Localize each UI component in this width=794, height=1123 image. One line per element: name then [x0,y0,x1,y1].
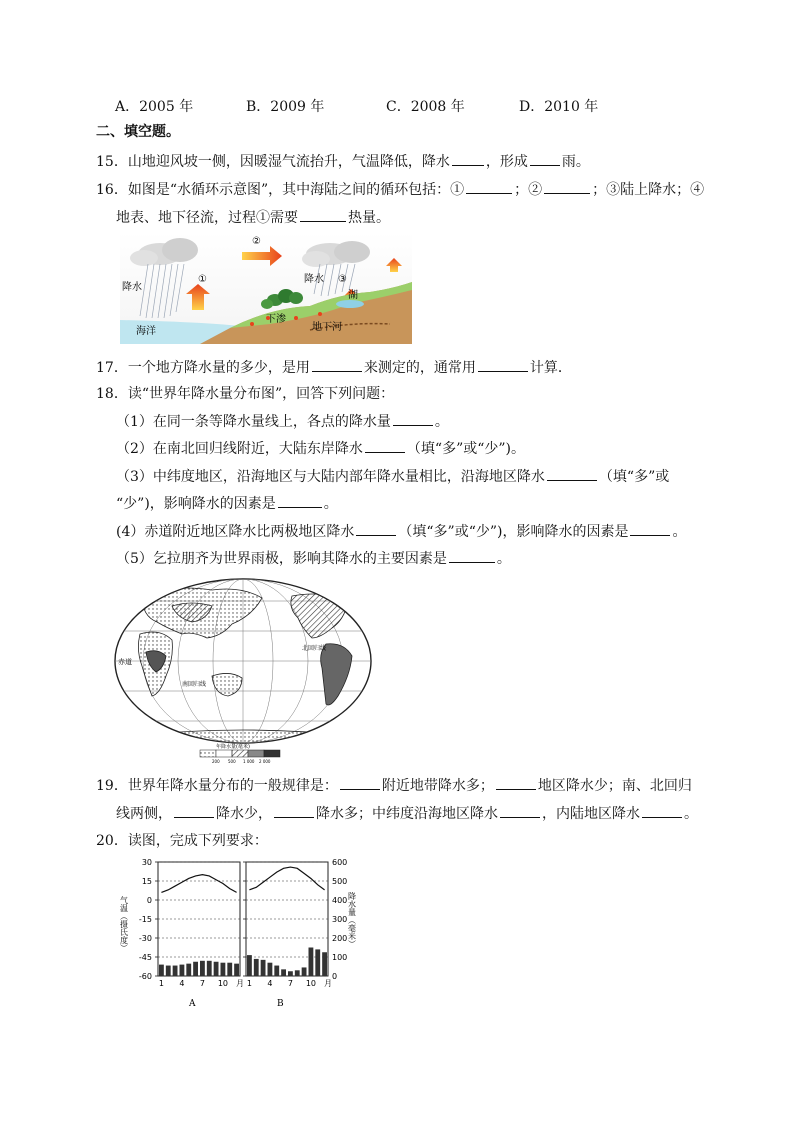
q19-text-d: 线两侧， [116,806,172,822]
q18-3-text-c: “少”)，影响降水的因素是 [116,496,276,512]
q17-blank-2[interactable] [478,357,528,372]
question-19-line-2 [116,803,698,824]
q15-blank-2[interactable] [530,151,560,166]
option-d[interactable]: D．2010 年 [519,99,599,115]
precip-bar [274,966,279,976]
legend-tick-3: 1 000 [243,759,255,764]
precip-bar [227,963,232,976]
lake-label: 湖 [348,290,358,301]
temperature-axis-label: 气温（摄氏度） [119,896,129,952]
question-19-line-1 [96,775,692,796]
q18-5-end: 。 [496,551,511,567]
q17-blank-1[interactable] [312,357,362,372]
precip-bar [214,962,219,976]
month-label: 1 [158,979,164,988]
q16-blank-3[interactable] [300,207,346,222]
month-unit-label: 月 [236,979,244,988]
month-label: 7 [199,979,205,988]
q18-2-blank[interactable] [365,438,405,453]
ocean-label: 海洋 [136,326,156,337]
precip-bar [288,971,293,976]
q18-3-text: （3）中纬度地区，沿海地区与大陆内部年降水量相比，沿海地区降水 [116,469,545,485]
precip-bar [247,955,252,976]
chart-a [155,862,244,1009]
underground-river-label: 地下河 [312,322,342,333]
precip-bar [234,964,239,976]
month-label: 10 [217,979,229,988]
q17-text-b: 来测定的，通常用 [363,360,476,376]
q19-text-g: ，内陆地区降水 [542,806,640,822]
q15-text-a: 15．山地迎风坡一侧，因暖湿气流抬升，气温降低，降水 [96,154,450,170]
q19-text-a: 19．世界年降水量分布的一般规律是： [96,778,338,794]
temperature-line [249,867,324,890]
temp-tick-label: 0 [146,896,152,905]
q18-5-blank[interactable] [449,548,495,563]
q19-blank-6[interactable] [642,803,682,818]
q19-text-h: 。 [684,806,698,822]
question-15 [96,151,590,172]
q19-text-f: 降水多；中纬度沿海地区降水 [316,806,498,822]
label-n1: ① [198,274,207,285]
q16-text-c: ；③陆上降水；④ [592,182,705,198]
chart-b [243,862,332,1009]
q16-text-a: 16．如图是“水循环示意图”，其中海陆之间的循环包括：① [96,182,465,198]
infiltrate-label: 下渗 [266,314,286,325]
q18-4-blank-1[interactable] [356,521,396,536]
precip-tick-label: 400 [332,896,348,905]
q19-blank-2[interactable] [496,775,536,790]
q18-4-text-b: （填“多”或“少”)，影响降水的因素是 [398,524,629,540]
temp-tick-label: 15 [141,877,152,886]
q19-text-e: 降水少， [216,806,272,822]
q18-sub-4 [116,521,686,542]
q18-5-text: （5）乞拉朋齐为世界雨极，影响其降水的主要因素是 [116,551,447,567]
legend-title: 年降水量(毫米) [216,744,250,750]
water-cycle-diagram [120,232,412,344]
q18-3-text-b: （填“多”或 [598,469,670,485]
q16-text-e: 热量。 [348,210,390,226]
precip-bar [193,962,198,976]
q18-sub-3-line-1 [116,466,669,487]
precip-tick-label: 100 [332,953,348,962]
q15-blank-1[interactable] [452,151,484,166]
option-c[interactable]: C．2008 年 [386,99,465,115]
q18-sub-1 [116,411,449,432]
q16-text-d: 地表、地下径流，过程①需要 [116,210,298,226]
month-label: 4 [267,979,273,988]
precip-tick-label: 200 [332,934,348,943]
precip-bar [281,969,286,976]
q16-blank-1[interactable] [466,179,512,194]
precipitation-axis-label: 降水量（毫米） [347,892,357,948]
precip-tick-label: 500 [332,877,348,886]
q19-blank-5[interactable] [500,803,540,818]
q15-text-b: ，形成 [485,154,528,170]
precip-bar [261,960,266,976]
equator-label: 赤道 [118,658,132,666]
question-16-line-1 [96,179,704,200]
temperature-line [161,875,236,893]
q19-blank-1[interactable] [340,775,380,790]
chart-letter-label: A [189,999,196,1009]
precip-bar [322,952,327,976]
precip-bar [200,961,205,976]
temp-tick-label: -30 [138,934,152,943]
chart-letter-label: B [277,999,284,1009]
lake-shape [336,300,364,308]
q18-1-blank[interactable] [393,411,433,426]
q18-sub-3-line-2 [116,493,338,514]
q16-blank-2[interactable] [544,179,590,194]
q19-blank-4[interactable] [274,803,314,818]
precip-tick-label: 0 [332,972,338,981]
q19-text-b: 附近地带降水多； [381,778,494,794]
precip-bar [315,949,320,976]
option-b[interactable]: B．2009 年 [246,99,325,115]
q15-text-c: 雨。 [561,154,590,170]
question-16-line-2 [116,207,390,228]
temp-tick-label: -15 [138,915,152,924]
month-label: 4 [179,979,185,988]
precip-bar [295,970,300,976]
legend-tick-1: 200 [212,759,220,764]
precip-bar [302,967,307,976]
month-unit-label: 月 [324,979,332,988]
q18-4-blank-2[interactable] [630,521,670,536]
temp-tick-label: 30 [141,858,152,867]
month-label: 7 [287,979,293,988]
precip-bar [180,965,185,976]
month-label: 10 [305,979,317,988]
map-legend [200,743,280,764]
q17-text-c: 计算． [529,360,572,376]
precip-left-label: 降水 [122,282,142,293]
q18-2-end: （填“多”或“少”)。 [406,441,525,457]
q18-3-end: 。 [323,496,338,512]
q18-1-end: 。 [434,414,449,430]
precip-bar [186,964,191,976]
q17-text-a: 17．一个地方降水量的多少，是用 [96,360,310,376]
q18-3-blank-1[interactable] [547,466,597,481]
tropic-n-label: 北回归线 [302,645,327,652]
option-a[interactable]: A．2005 年 [115,99,194,115]
temp-tick-label: -60 [138,972,152,981]
precip-bar [159,965,164,976]
precip-bar [221,963,226,976]
precip-bar [207,961,212,976]
precip-bar [173,966,178,976]
precip-tick-label: 600 [332,858,348,867]
q18-4-text: (4）赤道附近地区降水比两极地区降水 [116,524,355,540]
precip-bar [254,959,259,976]
world-precipitation-map [112,576,374,764]
precip-bar [268,963,273,976]
q16-text-b: ；② [514,182,543,198]
precip-right-label: 降水 [304,274,324,285]
label-n2: ② [252,236,261,247]
temperature-axis [139,858,152,981]
tropic-s-label: 南回归线 [182,681,207,688]
question-18-intro: 18．读“世界年降水量分布图”，回答下列问题： [96,386,395,402]
q18-4-end: 。 [672,524,687,540]
question-17 [96,357,572,378]
legend-tick-4: 2 000 [259,759,271,764]
q18-sub-5 [116,548,511,569]
q19-blank-3[interactable] [174,803,214,818]
q18-3-blank-2[interactable] [278,493,322,508]
precip-bar [166,966,171,976]
label-n3: ③ [338,274,347,285]
q18-1-text: （1）在同一条等降水量线上，各点的降水量 [116,414,391,430]
climate-charts [118,856,358,1012]
q18-sub-2 [116,438,525,459]
month-label: 1 [246,979,252,988]
temp-tick-label: -45 [138,953,152,962]
q19-text-c: 地区降水少；南、北回归 [537,778,692,794]
precip-bar [309,948,314,977]
legend-tick-2: 500 [228,759,236,764]
precipitation-axis [332,858,347,981]
q18-2-text: （2）在南北回归线附近，大陆东岸降水 [116,441,363,457]
question-20: 20．读图，完成下列要求： [96,833,268,849]
precip-tick-label: 300 [332,915,348,924]
section-title: 二、填空题。 [96,124,180,140]
